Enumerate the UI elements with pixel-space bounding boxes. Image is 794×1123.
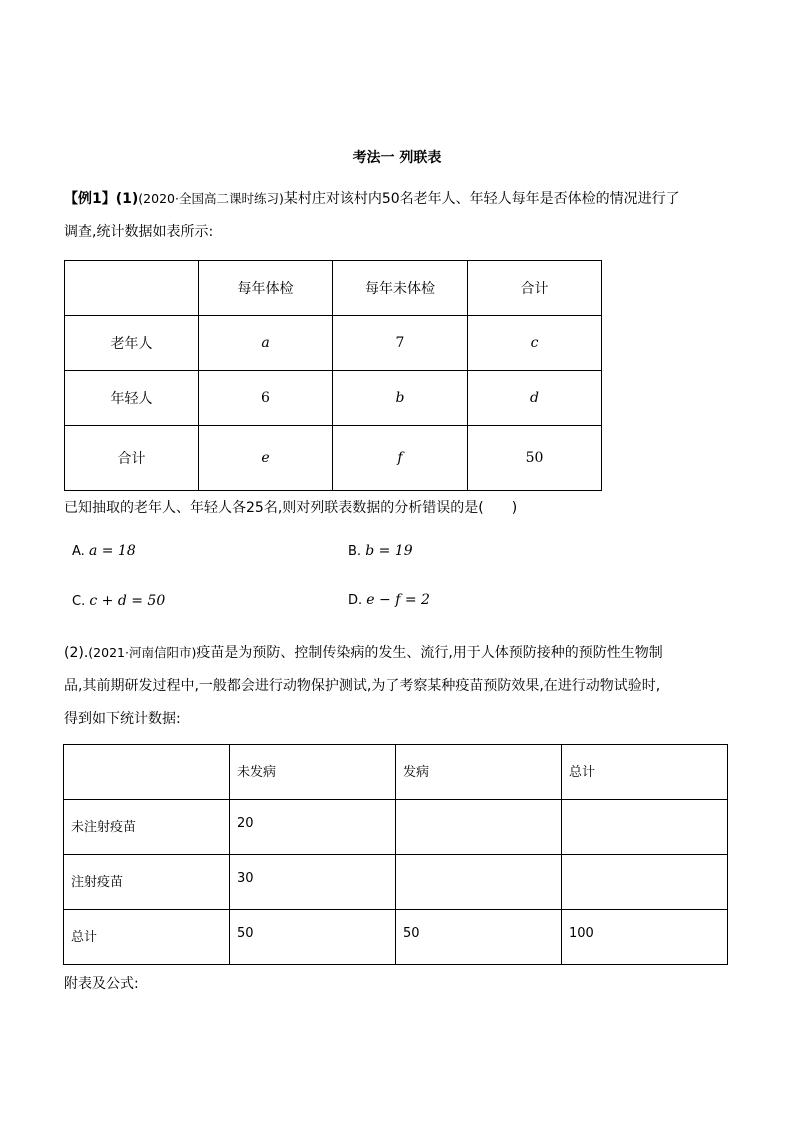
table1-header-cell [65, 261, 199, 316]
option-expr: c + d = 50 [89, 593, 166, 609]
example1-source: (2020·全国高二课时练习) [138, 191, 284, 206]
appendix-label: 附表及公式: [64, 976, 139, 992]
table2-row-label: 未注射疫苗 [64, 800, 230, 855]
table2-header-cell: 发病 [396, 745, 562, 800]
table1-row [65, 316, 602, 371]
table2-row [64, 800, 728, 855]
table1-header-cell: 每年体检 [199, 261, 333, 316]
example2-text-line2: 品,其前期研发过程中,一般都会进行动物保护测试,为了考察某种疫苗预防效果,在进行动物试验时, [64, 678, 661, 694]
example1-text-line1: 某村庄对该村内50名老年人、年轻人每年是否体检的情况进行了 [283, 191, 680, 207]
table1-header-cell: 每年未体检 [333, 261, 468, 316]
contingency-table-1 [64, 260, 602, 491]
table1-cell: d [468, 371, 602, 426]
table2-header-cell: 总计 [562, 745, 728, 800]
example1-tag: 【例1】(1) [64, 191, 139, 207]
table2-cell [562, 855, 728, 910]
table1-cell: 50 [468, 426, 602, 491]
table2-row-label: 注射疫苗 [64, 855, 230, 910]
option-b [348, 543, 413, 559]
table2-cell: 30 [230, 855, 396, 910]
table1-cell: c [468, 316, 602, 371]
table1-row-label: 合计 [65, 426, 199, 491]
option-label: A. [72, 544, 85, 559]
table2-cell [396, 855, 562, 910]
example2-intro [64, 636, 744, 736]
option-label: D. [348, 593, 363, 608]
table1-row-label: 老年人 [65, 316, 199, 371]
example2-text-line1: 疫苗是为预防、控制传染病的发生、流行,用于人体预防接种的预防性生物制 [196, 645, 663, 661]
table1-cell: e [199, 426, 333, 491]
option-expr: e − f = 2 [366, 592, 430, 608]
table2-header-row [64, 745, 728, 800]
table2-cell [396, 800, 562, 855]
section-heading: 考法一 列联表 [352, 150, 442, 166]
table1-cell: a [199, 316, 333, 371]
table2-cell: 50 [230, 910, 396, 965]
option-label: B. [348, 544, 362, 559]
table1-row [65, 371, 602, 426]
table2-cell [562, 800, 728, 855]
table2-cell: 20 [230, 800, 396, 855]
table1-cell: b [333, 371, 468, 426]
table2-cell: 100 [562, 910, 728, 965]
table2-row [64, 910, 728, 965]
example1-text-line2: 调查,统计数据如表所示: [64, 224, 214, 240]
contingency-table-2 [63, 744, 728, 965]
table2-cell: 50 [396, 910, 562, 965]
option-d [348, 592, 430, 608]
option-label: C. [72, 594, 86, 609]
table1-row [65, 426, 602, 491]
table2-row-label: 总计 [64, 910, 230, 965]
table1-cell: f [333, 426, 468, 491]
option-expr: a = 18 [88, 543, 136, 559]
table2-header-cell: 未发病 [230, 745, 396, 800]
example1-intro [64, 182, 734, 249]
table1-cell: 6 [199, 371, 333, 426]
option-a [72, 543, 136, 559]
example2-tag: (2). [64, 645, 89, 661]
table1-header-row [65, 261, 602, 316]
table1-header-cell: 合计 [468, 261, 602, 316]
example1-question: 已知抽取的老年人、年轻人各25名,则对列联表数据的分析错误的是( ) [64, 500, 518, 516]
option-c [72, 593, 165, 609]
example2-source: (2021·河南信阳市) [88, 645, 197, 660]
table1-cell: 7 [333, 316, 468, 371]
table1-row-label: 年轻人 [65, 371, 199, 426]
example2-text-line3: 得到如下统计数据: [64, 711, 181, 727]
option-expr: b = 19 [365, 543, 413, 559]
table2-header-cell [64, 745, 230, 800]
table2-row [64, 855, 728, 910]
